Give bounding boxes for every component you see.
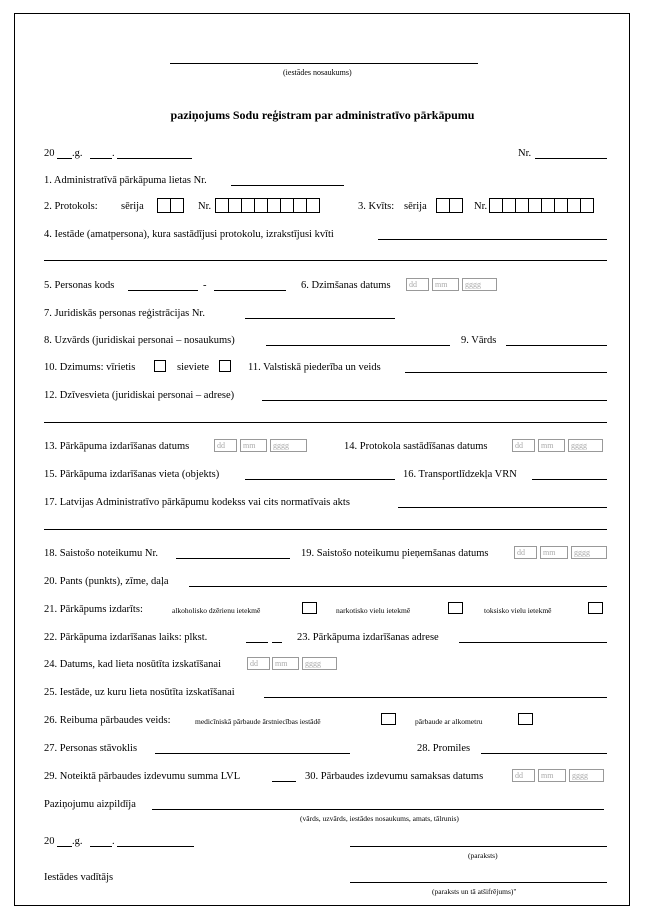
f6-label: 6. Dzimšanas datums bbox=[301, 280, 391, 291]
sign-date-prefix: 20 bbox=[44, 836, 55, 847]
f28-field[interactable] bbox=[481, 753, 607, 754]
f4-field-line2[interactable] bbox=[44, 260, 607, 261]
f1-label: 1. Administratīvā pārkāpuma lietas Nr. bbox=[44, 175, 207, 186]
f12-label: 12. Dzīvesvieta (juridiskai personai – adrese) bbox=[44, 390, 235, 401]
date-year-prefix: 20 bbox=[44, 148, 55, 159]
f26-label: 26. Reibuma pārbaudes veids: bbox=[44, 715, 171, 726]
institution-caption: (iestādes nosaukums) bbox=[283, 68, 352, 77]
date-month-field[interactable] bbox=[117, 158, 192, 159]
f14-month[interactable]: mm bbox=[538, 439, 565, 452]
f17-field[interactable] bbox=[398, 507, 607, 508]
f16-label: 16. Transportlīdzekļa VRN bbox=[403, 469, 517, 480]
f5-field-a[interactable] bbox=[128, 290, 198, 291]
f15-label: 15. Pārkāpuma izdarīšanas vieta (objekts) bbox=[44, 469, 220, 480]
f13-day[interactable]: dd bbox=[214, 439, 237, 452]
date-year-field[interactable] bbox=[57, 158, 72, 159]
f15-field[interactable] bbox=[245, 479, 395, 480]
f26-alco-checkbox[interactable] bbox=[518, 713, 533, 725]
sign-date-month[interactable] bbox=[117, 846, 194, 847]
f1-field[interactable] bbox=[231, 185, 344, 186]
filler-field[interactable] bbox=[152, 809, 604, 810]
signature-caption: (paraksts) bbox=[468, 851, 498, 860]
institution-name-line[interactable] bbox=[170, 63, 478, 64]
f3-nr-label: Nr. bbox=[474, 201, 488, 212]
f13-year[interactable]: gggg bbox=[270, 439, 307, 452]
f2-nr-label: Nr. bbox=[198, 201, 212, 212]
f9-field[interactable] bbox=[506, 345, 607, 346]
f8-field[interactable] bbox=[266, 345, 450, 346]
f7-field[interactable] bbox=[245, 318, 395, 319]
f20-field[interactable] bbox=[189, 586, 607, 587]
form-title: paziņojums Sodu reģistram par administratīvo pārkāpumu bbox=[170, 108, 475, 122]
f19-year[interactable]: gggg bbox=[571, 546, 607, 559]
f30-year[interactable]: gggg bbox=[569, 769, 604, 782]
f5-dash: - bbox=[203, 280, 207, 291]
f19-day[interactable]: dd bbox=[514, 546, 537, 559]
f19-label: 19. Saistošo noteikumu pieņemšanas datums bbox=[301, 548, 489, 559]
f22-hours-field[interactable] bbox=[246, 642, 268, 643]
f10-female-checkbox[interactable] bbox=[219, 360, 231, 372]
f25-field[interactable] bbox=[264, 697, 607, 698]
f24-year[interactable]: gggg bbox=[302, 657, 337, 670]
f5-field-b[interactable] bbox=[214, 290, 286, 291]
head-label: Iestādes vadītājs bbox=[44, 872, 114, 883]
filler-caption: (vārds, uzvārds, iestādes nosaukums, amats, tālrunis) bbox=[300, 814, 459, 823]
f13-label: 13. Pārkāpuma izdarīšanas datums bbox=[44, 441, 190, 452]
f6-day[interactable]: dd bbox=[406, 278, 429, 291]
f23-label: 23. Pārkāpuma izdarīšanas adrese bbox=[297, 632, 439, 643]
f28-label: 28. Promiles bbox=[417, 743, 471, 754]
f29-field[interactable] bbox=[272, 781, 296, 782]
nr-field[interactable] bbox=[535, 158, 607, 159]
f27-label: 27. Personas stāvoklis bbox=[44, 743, 138, 754]
f6-year[interactable]: gggg bbox=[462, 278, 497, 291]
f21-narcotic-label: narkotisko vielu ietekmē bbox=[336, 606, 411, 615]
f26-medical-checkbox[interactable] bbox=[381, 713, 396, 725]
f21-label: 21. Pārkāpums izdarīts: bbox=[44, 604, 143, 615]
f21-toxic-label: toksisko vielu ietekmē bbox=[484, 606, 552, 615]
f18-field[interactable] bbox=[176, 558, 290, 559]
f25-label: 25. Iestāde, uz kuru lieta nosūtīta izskatīšanai bbox=[44, 687, 235, 698]
head-signature-field[interactable] bbox=[350, 882, 607, 883]
f12-field[interactable] bbox=[262, 400, 607, 401]
f2-series-boxes[interactable] bbox=[157, 198, 183, 213]
f18-label: 18. Saistošo noteikumu Nr. bbox=[44, 548, 159, 559]
f4-label: 4. Iestāde (amatpersona), kura sastādījusi protokolu, izrakstījusi kvīti bbox=[44, 229, 334, 240]
f21-toxic-checkbox[interactable] bbox=[588, 602, 603, 614]
nr-label: Nr. bbox=[518, 148, 532, 159]
f30-month[interactable]: mm bbox=[538, 769, 566, 782]
f3-nr-boxes[interactable] bbox=[489, 198, 593, 213]
f6-month[interactable]: mm bbox=[432, 278, 459, 291]
f22-label: 22. Pārkāpuma izdarīšanas laiks: plkst. bbox=[44, 632, 208, 643]
f3-series-label: sērija bbox=[404, 201, 427, 212]
sign-date-year[interactable] bbox=[57, 846, 72, 847]
f16-field[interactable] bbox=[532, 479, 607, 480]
sign-date-dot: . bbox=[112, 836, 115, 847]
signature-field[interactable] bbox=[350, 846, 607, 847]
f4-field[interactable] bbox=[378, 239, 607, 240]
f23-field[interactable] bbox=[459, 642, 607, 643]
f26-alco-label: pārbaude ar alkometru bbox=[415, 717, 483, 726]
f3-label: 3. Kvīts: bbox=[358, 201, 395, 212]
f2-nr-boxes[interactable] bbox=[215, 198, 319, 213]
f27-field[interactable] bbox=[155, 753, 350, 754]
f14-day[interactable]: dd bbox=[512, 439, 535, 452]
f9-label: 9. Vārds bbox=[461, 335, 497, 346]
f13-month[interactable]: mm bbox=[240, 439, 267, 452]
f17-label: 17. Latvijas Administratīvo pārkāpumu kodekss vai cits normatīvais akts bbox=[44, 497, 350, 508]
f24-label: 24. Datums, kad lieta nosūtīta izskatīšanai bbox=[44, 659, 222, 670]
date-g-label: .g. bbox=[72, 148, 83, 159]
f12-field-line2[interactable] bbox=[44, 422, 607, 423]
f30-label: 30. Pārbaudes izdevumu samaksas datums bbox=[305, 771, 484, 782]
f8-label: 8. Uzvārds (juridiskai personai – nosaukums) bbox=[44, 335, 235, 346]
filler-label: Paziņojumu aizpildīja bbox=[44, 799, 136, 810]
f14-label: 14. Protokola sastādīšanas datums bbox=[344, 441, 488, 452]
f17-field-line2[interactable] bbox=[44, 529, 607, 530]
f11-field[interactable] bbox=[405, 372, 607, 373]
f22-minutes-field[interactable] bbox=[272, 642, 282, 643]
f5-label: 5. Personas kods bbox=[44, 280, 115, 291]
date-day-field[interactable] bbox=[90, 158, 112, 159]
f24-month[interactable]: mm bbox=[272, 657, 299, 670]
f10-male-checkbox[interactable] bbox=[154, 360, 166, 372]
f19-month[interactable]: mm bbox=[540, 546, 568, 559]
f2-label: 2. Protokols: bbox=[44, 201, 98, 212]
f3-series-boxes[interactable] bbox=[436, 198, 462, 213]
f11-label: 11. Valstiskā piederība un veids bbox=[248, 362, 381, 373]
f21-alcohol-checkbox[interactable] bbox=[302, 602, 317, 614]
f29-label: 29. Noteiktā pārbaudes izdevumu summa LVL bbox=[44, 771, 241, 782]
f7-label: 7. Juridiskās personas reģistrācijas Nr. bbox=[44, 308, 205, 319]
f10-label: 10. Dzimums: vīrietis bbox=[44, 362, 136, 373]
sign-date-g: .g. bbox=[72, 836, 83, 847]
date-dot: . bbox=[112, 148, 115, 159]
f21-alcohol-label: alkoholisko dzērienu ietekmē bbox=[172, 606, 261, 615]
f20-label: 20. Pants (punkts), zīme, daļa bbox=[44, 576, 169, 587]
f14-year[interactable]: gggg bbox=[568, 439, 603, 452]
f10-female-label: sieviete bbox=[177, 362, 210, 373]
f26-medical-label: medicīniskā pārbaude ārstniecības iestādē bbox=[195, 717, 321, 726]
f30-day[interactable]: dd bbox=[512, 769, 535, 782]
f21-narcotic-checkbox[interactable] bbox=[448, 602, 463, 614]
head-caption: (paraksts un tā atšifrējums)" bbox=[432, 887, 517, 896]
f24-day[interactable]: dd bbox=[247, 657, 270, 670]
f2-series-label: sērija bbox=[121, 201, 144, 212]
sign-date-day[interactable] bbox=[90, 846, 112, 847]
